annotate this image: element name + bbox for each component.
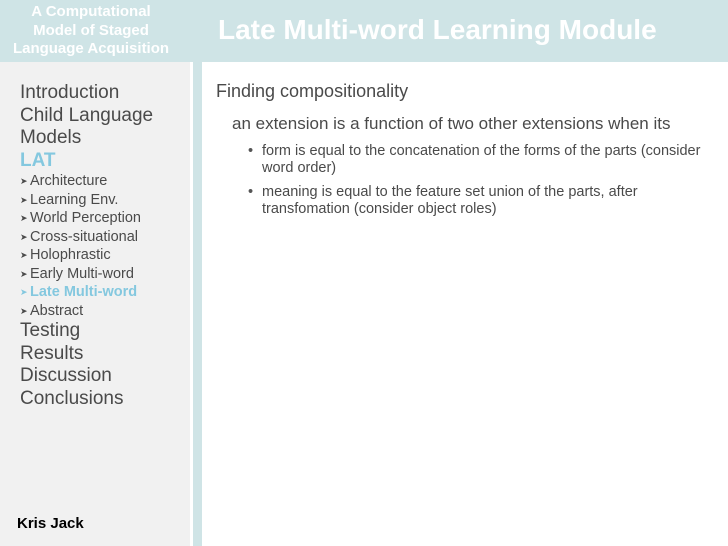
sidebar-divider bbox=[193, 0, 202, 546]
nav-subitem-label: Abstract bbox=[30, 302, 84, 319]
author-name: Kris Jack bbox=[17, 515, 84, 532]
slide-content bbox=[216, 80, 706, 225]
nav-item-models[interactable]: Models bbox=[20, 127, 82, 148]
nav-subitem-learning-env[interactable] bbox=[20, 191, 153, 210]
outline-nav bbox=[20, 82, 153, 410]
nav-subitem-label: Holophrastic bbox=[30, 247, 111, 263]
nav-subitem-label: World Perception bbox=[30, 210, 141, 226]
bullet-item: • form is equal to the concatenation of the forms of the parts (consider word order) bbox=[248, 143, 706, 177]
nav-subitem-holophrastic[interactable] bbox=[20, 246, 153, 265]
nav-subitem-architecture[interactable] bbox=[20, 172, 153, 191]
deck-title-line: Language Acquisition bbox=[12, 40, 170, 57]
nav-subitem-world-perception[interactable] bbox=[20, 209, 153, 228]
content-point: an extension is a function of two other extensions when its bbox=[232, 114, 671, 133]
nav-subitem-abstract[interactable] bbox=[20, 302, 153, 321]
nav-item-results[interactable]: Results bbox=[20, 342, 84, 364]
nav-subitem-late-multi-word[interactable] bbox=[20, 283, 153, 302]
content-heading: Finding compositionality bbox=[216, 81, 409, 101]
nav-subitem-label: Early Multi-word bbox=[30, 265, 134, 282]
nav-item-conclusions[interactable]: Conclusions bbox=[20, 387, 124, 409]
nav-subitem-early-multi-word[interactable] bbox=[20, 265, 153, 284]
nav-subitem-label: Cross-situational bbox=[30, 228, 138, 245]
bullet-item: • meaning is equal to the feature set union of the parts, after transfomation (consider object roles) bbox=[248, 184, 706, 218]
deck-title-line: A Computational bbox=[31, 3, 151, 20]
slide-title: Late Multi-word Learning Module bbox=[218, 14, 657, 45]
nav-item-introduction[interactable]: Introduction bbox=[20, 82, 120, 103]
nav-item-testing[interactable]: Testing bbox=[20, 320, 81, 341]
nav-subitem-label: Learning Env. bbox=[30, 191, 119, 208]
arrow-icon: ➤ bbox=[20, 250, 28, 260]
bullet-list bbox=[248, 143, 706, 218]
nav-subitem-label: Late Multi-word bbox=[30, 284, 138, 300]
nav-subitem-cross-situational[interactable] bbox=[20, 228, 153, 247]
arrow-icon: ➤ bbox=[20, 287, 28, 297]
arrow-icon: ➤ bbox=[20, 176, 28, 186]
deck-title-line: Model of Staged bbox=[33, 21, 149, 39]
nav-item-child-language[interactable]: Child Language bbox=[20, 104, 154, 126]
deck-title bbox=[0, 3, 182, 59]
arrow-icon: ➤ bbox=[20, 194, 28, 205]
nav-subitem-label: Architecture bbox=[30, 173, 108, 189]
arrow-icon: ➤ bbox=[20, 268, 28, 279]
arrow-icon: ➤ bbox=[20, 213, 28, 223]
arrow-icon: ➤ bbox=[20, 231, 28, 242]
arrow-icon: ➤ bbox=[20, 305, 28, 316]
nav-item-lat[interactable]: LAT bbox=[20, 149, 56, 171]
nav-item-discussion[interactable]: Discussion bbox=[20, 365, 112, 386]
